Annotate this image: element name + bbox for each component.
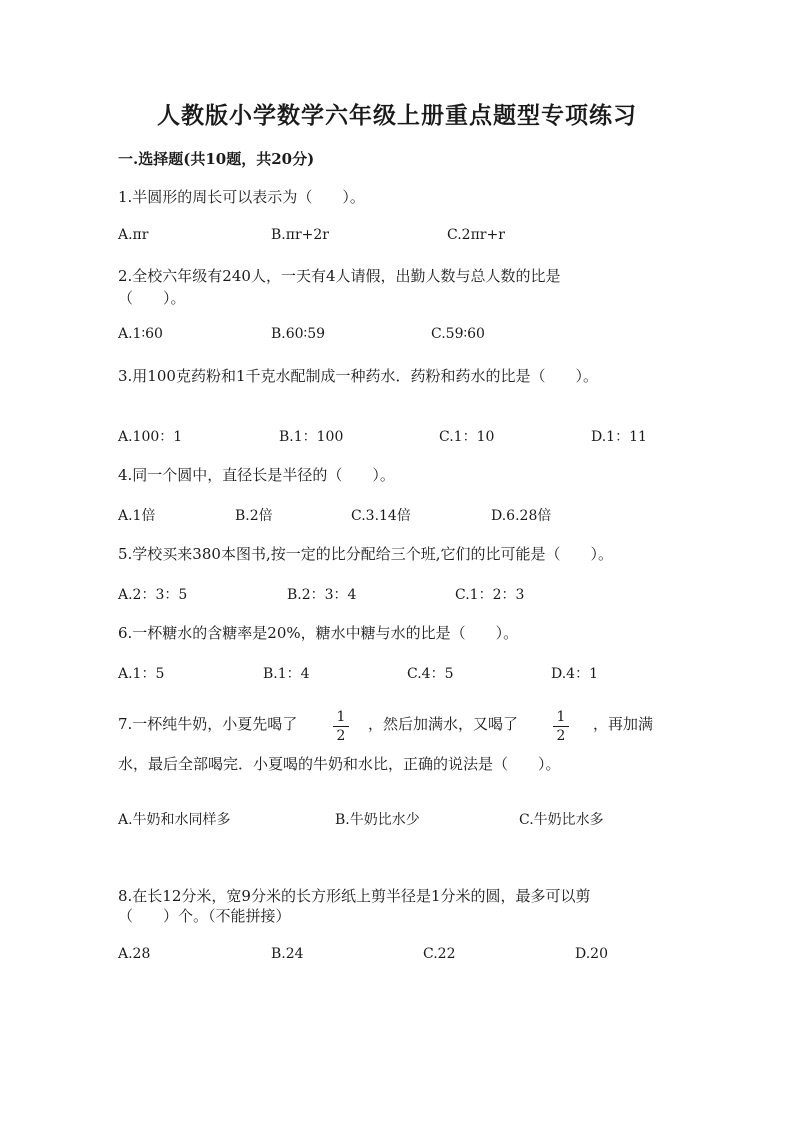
q8-option-d: D.20 [575, 946, 608, 962]
q2-option-c: C.59∶60 [431, 326, 485, 342]
question-7-part-2: ，然后加满水，又喝了 [368, 715, 519, 733]
q1-option-a: A.πr [118, 227, 149, 243]
q7-option-c: C.牛奶比水多 [519, 812, 604, 828]
fraction-numerator: 1 [336, 709, 346, 725]
question-1: 1.半圆形的周长可以表示为（ ）。 [118, 188, 365, 206]
q1-option-c: C.2πr+r [447, 227, 505, 243]
fraction-denominator: 2 [336, 728, 346, 744]
q8-option-c: C.22 [423, 946, 456, 962]
q5-option-a: A.2：3：5 [118, 587, 188, 603]
question-8-line-2: （ ）个。（不能拼接） [118, 907, 291, 925]
q1-option-b: B.πr+2r [271, 227, 329, 243]
question-2-line-1: 2.全校六年级有240人，一天有4人请假，出勤人数与总人数的比是 [118, 267, 561, 285]
question-8-line-1: 8.在长12分米，宽9分米的长方形纸上剪半径是1分米的圆，最多可以剪 [118, 887, 591, 905]
question-6: 6.一杯糖水的含糖率是20%，糖水中糖与水的比是（ ）。 [118, 624, 519, 642]
q3-option-d: D.1：11 [591, 429, 647, 445]
fraction-numerator: 1 [556, 709, 566, 725]
q6-option-a: A.1：5 [118, 666, 165, 682]
q6-option-c: C.4：5 [407, 666, 454, 682]
q3-option-a: A.100：1 [118, 429, 183, 445]
question-7-part-3: ，再加满 [593, 715, 654, 733]
q7-option-a: A.牛奶和水同样多 [118, 812, 231, 828]
q8-option-b: B.24 [271, 946, 304, 962]
q6-option-d: D.4：1 [551, 666, 598, 682]
q4-option-c: C.3.14倍 [351, 508, 411, 524]
fraction-bar [553, 726, 569, 727]
q5-option-c: C.1：2：3 [455, 587, 525, 603]
fraction-bar [333, 726, 349, 727]
question-3: 3.用100克药粉和1千克水配制成一种药水．药粉和药水的比是（ ）。 [118, 367, 598, 385]
fraction-denominator: 2 [556, 728, 566, 744]
q2-option-a: A.1∶60 [118, 326, 163, 342]
fraction-one-half-2 [553, 709, 569, 744]
question-4: 4.同一个圆中，直径长是半径的（ ）。 [118, 466, 395, 484]
q4-option-d: D.6.28倍 [491, 508, 552, 524]
page-title: 人教版小学数学六年级上册重点题型专项练习 [157, 102, 637, 129]
q6-option-b: B.1：4 [263, 666, 310, 682]
q4-option-b: B.2倍 [235, 508, 273, 524]
question-2-line-2: （ ）。 [118, 289, 186, 307]
q3-option-b: B.1：100 [279, 429, 344, 445]
q7-option-b: B.牛奶比水少 [335, 812, 420, 828]
q4-option-a: A.1倍 [118, 508, 156, 524]
q8-option-a: A.28 [118, 946, 151, 962]
q3-option-c: C.1：10 [439, 429, 495, 445]
q2-option-b: B.60∶59 [271, 326, 326, 342]
question-7-part-1: 7.一杯纯牛奶，小夏先喝了 [118, 715, 298, 733]
section-heading: 一.选择题(共10题，共20分) [118, 150, 315, 168]
fraction-one-half-1 [333, 709, 349, 744]
question-7-line-2: 水，最后全部喝完．小夏喝的牛奶和水比，正确的说法是（ ）。 [118, 755, 561, 773]
question-5: 5.学校买来380本图书,按一定的比分配给三个班,它们的比可能是（ ）。 [118, 545, 613, 563]
q5-option-b: B.2：3：4 [287, 587, 357, 603]
